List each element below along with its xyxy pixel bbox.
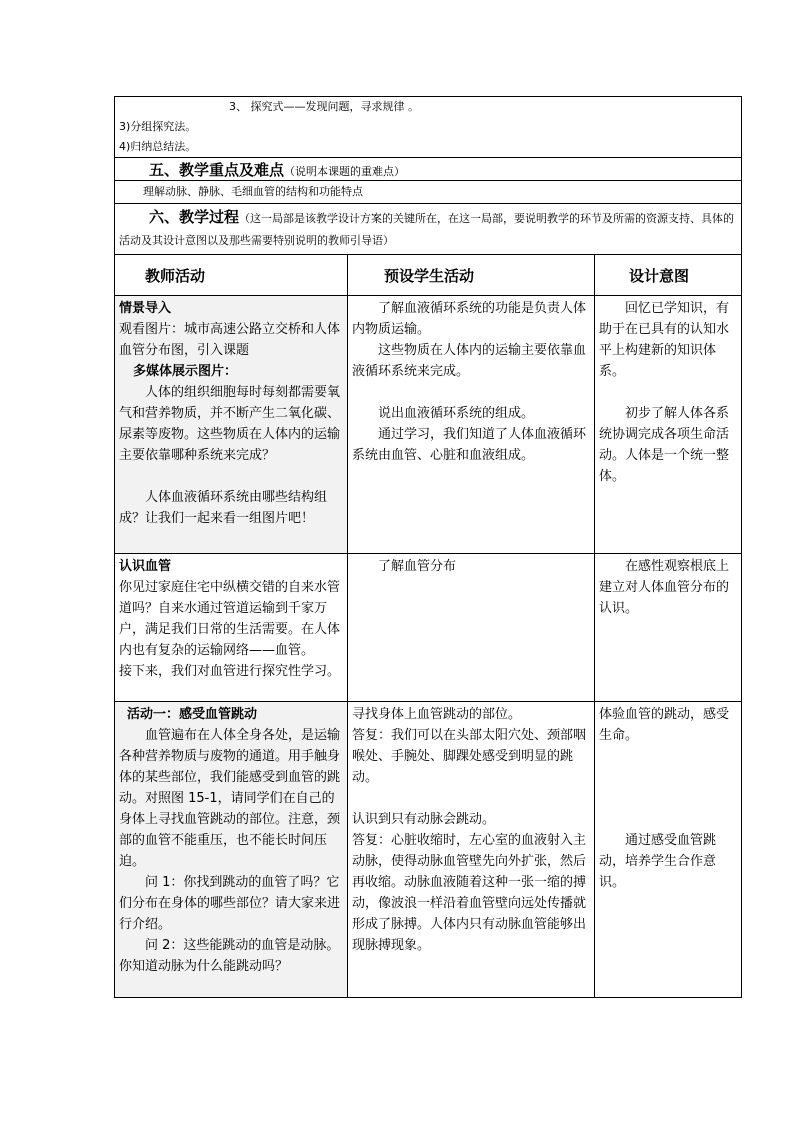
row3-student-p1: 寻找身体上血管跳动的部位。	[352, 707, 522, 722]
row3-student-p3: 认识到只有动脉会跳动。	[352, 812, 496, 827]
teacher-cell	[115, 296, 348, 554]
row2-teacher-p1: 你见过家庭住宅中纵横交错的自来水管道吗？自来水通过管道运输到千家万户，满足我们日常的生活需要。在人体内也有复杂的运输网络——血管。	[119, 580, 341, 658]
row3-student-p4: 答复：心脏收缩时，左心室的血液射入主动脉，使得动脉血管壁先向外扩张，然后再收缩。动脉血液随着这种一张一缩的搏动，像波浪一样沿着血管壁向远处传播就形成了脉搏。人体内只有动脉血管能够出现脉搏现象。	[352, 833, 587, 953]
section5-title: 五、教学重点及难点	[149, 160, 285, 179]
lesson-plan-table	[114, 96, 742, 998]
spacer	[599, 809, 737, 830]
spacer	[599, 767, 737, 788]
design-cell	[595, 554, 742, 702]
method-item-3: 3、 探究式——发现问题，寻求规律 。	[229, 100, 419, 113]
design-cell	[595, 296, 742, 554]
student-cell	[348, 702, 595, 998]
student-cell	[348, 296, 595, 554]
student-cell	[348, 554, 595, 702]
table-row	[115, 702, 742, 998]
method-item-4: 4)归纳总结法。	[119, 140, 197, 153]
spacer	[352, 382, 590, 403]
section5-content: 理解动脉、静脉、毛细血管的结构和功能特点	[143, 185, 363, 198]
section6-title: 六、教学过程	[149, 208, 240, 226]
row1-student-p3: 说出血液循环系统的组成。	[378, 406, 535, 421]
row1-student-p1: 了解血液循环系统的功能是负责人体内物质运输。	[352, 301, 587, 337]
row1-teacher-p3: 人体血液循环系统由哪些结构组成？让我们一起来看一组图片吧！	[119, 490, 328, 526]
teacher-cell	[115, 554, 348, 702]
lesson-plan-sheet	[114, 96, 741, 998]
row1-design-p2: 初步了解人体各系统协调完成各项生命活动。人体是一个统一整体。	[599, 406, 730, 484]
method-item-3b: 3)分组探究法。	[119, 120, 197, 133]
column-header-row	[115, 255, 742, 296]
spacer	[599, 746, 737, 767]
row3-design-p1: 体验血管的跳动，感受生命。	[599, 707, 730, 743]
teacher-cell	[115, 702, 348, 998]
row1-teacher-title: 情景导入	[119, 301, 172, 316]
row3-student-p2: 答复：我们可以在头部太阳穴处、颈部咽喉处、手腕处、脚踝处感受到明显的跳动。	[352, 728, 587, 785]
column-header-design: 设计意图	[595, 255, 742, 296]
row3-teacher-p2: 问 1：你找到跳动的血管了吗？它们分布在身体的哪些部位？请大家来进行介绍。	[119, 875, 341, 932]
spacer	[599, 788, 737, 809]
row1-teacher-p1: 观看图片：城市高速公路立交桥和人体血管分布图，引入课题	[119, 322, 341, 358]
row1-teacher-p2: 人体的组织细胞每时每刻都需要氧气和营养物质，并不断产生二氧化碳、尿素等废物。这些物质在人体内的运输主要依靠哪种系统来完成？	[119, 385, 341, 463]
section6-row	[115, 204, 742, 255]
row3-teacher-p3: 问 2：这些能跳动的血管是动脉。你知道动脉为什么能跳动吗？	[119, 938, 340, 974]
row2-teacher-p2: 接下来，我们对血管进行探究性学习。	[119, 664, 341, 679]
methods-row	[115, 97, 742, 158]
row1-teacher-subtitle: 多媒体展示图片：	[133, 364, 238, 379]
spacer	[599, 382, 737, 403]
row3-teacher-title: 活动一：感受血管跳动	[127, 707, 258, 722]
row3-teacher-p1: 血管遍布在人体全身各处，是运输各种营养物质与废物的通道。用手触身体的某些部位，我们能感受到血管的跳动。对照图 15-1，请同学们在自己的身体上寻找血管跳动的部位。注意，颈部的血管不能重压，也不能长时间压迫。	[119, 728, 341, 869]
design-cell	[595, 702, 742, 998]
row3-design-p2: 通过感受血管跳动，培养学生合作意识。	[599, 833, 717, 890]
row1-student-p4: 通过学习，我们知道了人体血液循环系统由血管、心脏和血液组成。	[352, 427, 587, 463]
column-header-student: 预设学生活动	[348, 255, 595, 296]
row1-student-p2: 这些物质在人体内的运输主要依靠血液循环系统来完成。	[352, 343, 587, 379]
table-row	[115, 554, 742, 702]
row1-design-p1: 回忆已学知识，有助于在已具有的认知水平上构建新的知识体系。	[599, 301, 730, 379]
spacer	[352, 788, 590, 809]
column-header-teacher: 教师活动	[115, 255, 348, 296]
section6-note: （这一局部是该教学设计方案的关键所在，在这一局部，要说明教学的环节及所需的资源支持、具体的活动及其设计意图以及那些需要特别说明的教师引导语）	[119, 212, 735, 247]
row2-design-p1: 在感性观察根底上建立对人体血管分布的认识。	[599, 559, 730, 616]
section5-content-row	[115, 181, 742, 204]
table-row	[115, 296, 742, 554]
spacer	[119, 466, 343, 487]
section5-title-row	[115, 158, 742, 181]
section5-note: （说明本课题的重难点）	[284, 164, 406, 178]
row2-student-p1: 了解血管分布	[378, 559, 457, 574]
row2-teacher-title: 认识血管	[119, 559, 172, 574]
